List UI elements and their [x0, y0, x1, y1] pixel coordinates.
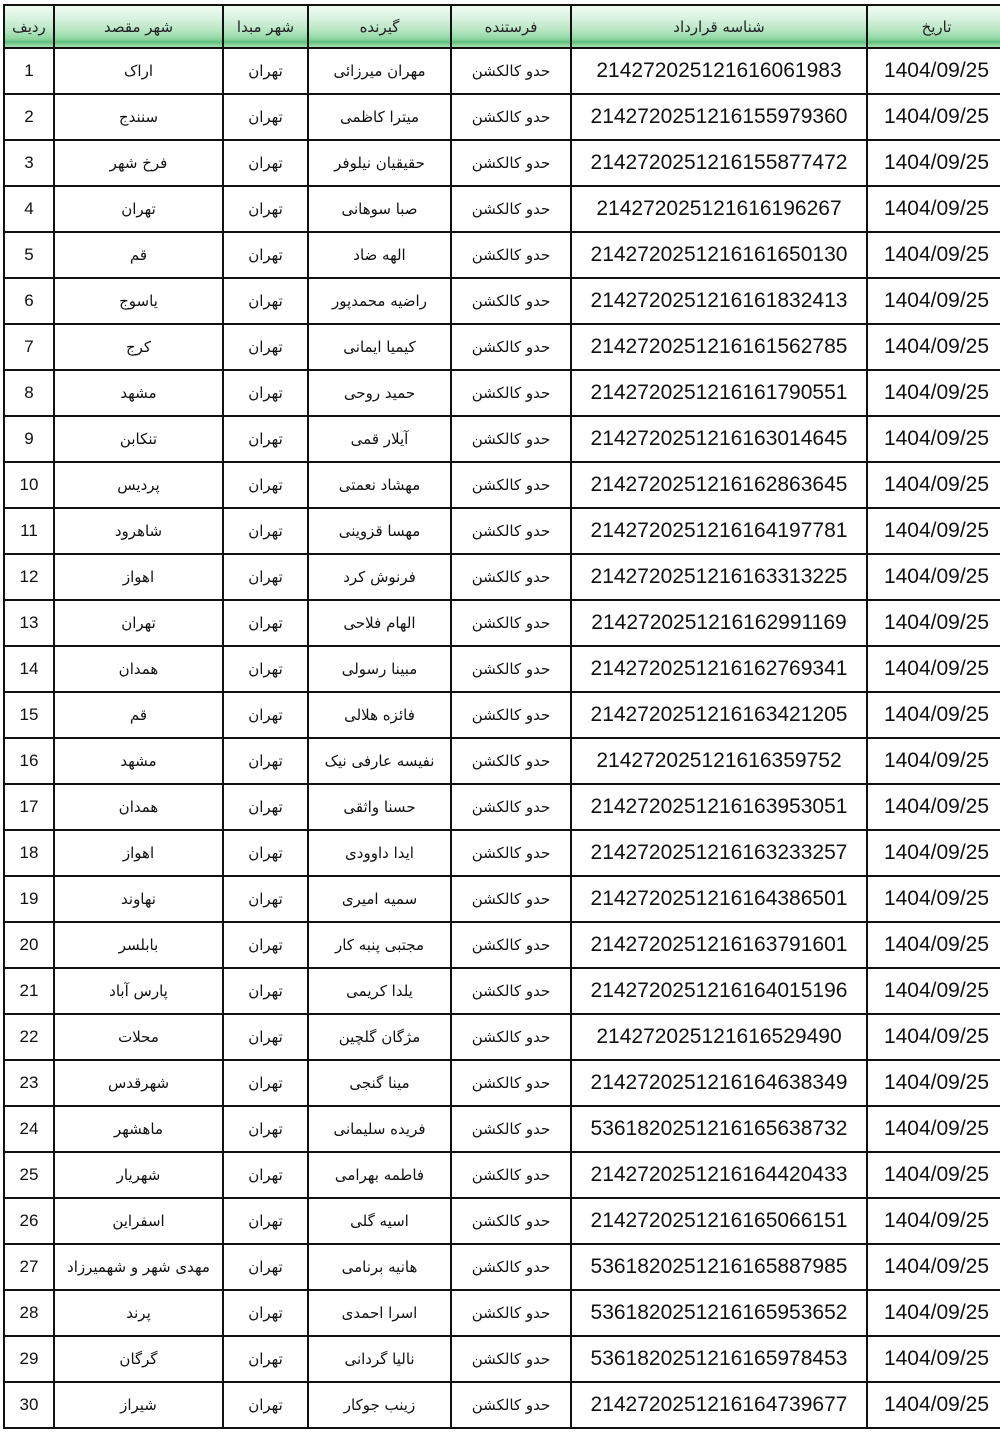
cell-destination-city[interactable]: پرند — [54, 1290, 223, 1336]
cell-recipient[interactable]: الهه ضاد — [308, 232, 451, 278]
cell-recipient[interactable]: ایدا داوودی — [308, 830, 451, 876]
cell-origin-city[interactable]: تهران — [223, 1152, 308, 1198]
cell-destination-city[interactable]: اسفراین — [54, 1198, 223, 1244]
cell-destination-city[interactable]: اهواز — [54, 554, 223, 600]
cell-recipient[interactable]: اسیه گلی — [308, 1198, 451, 1244]
cell-destination-city[interactable]: همدان — [54, 784, 223, 830]
cell-recipient[interactable]: فاطمه بهرامی — [308, 1152, 451, 1198]
cell-contract-id[interactable]: 5361820251216165953652 — [571, 1290, 867, 1336]
cell-sender[interactable]: حدو کالکشن — [451, 922, 571, 968]
cell-destination-city[interactable]: یاسوج — [54, 278, 223, 324]
cell-recipient[interactable]: اسرا احمدی — [308, 1290, 451, 1336]
cell-date[interactable]: 1404/09/25 — [867, 1382, 1000, 1428]
cell-origin-city[interactable]: تهران — [223, 48, 308, 94]
cell-recipient[interactable]: سمیه امیری — [308, 876, 451, 922]
table-row — [4, 462, 1000, 508]
cell-contract-id[interactable]: 2142720251216163233257 — [571, 830, 867, 876]
cell-origin-city[interactable]: تهران — [223, 1106, 308, 1152]
cell-sender[interactable]: حدو کالکشن — [451, 1382, 571, 1428]
cell-destination-city[interactable]: مشهد — [54, 738, 223, 784]
cell-recipient[interactable]: فرنوش کرد — [308, 554, 451, 600]
cell-recipient[interactable]: فریده سلیمانی — [308, 1106, 451, 1152]
cell-index[interactable]: 28 — [4, 1290, 54, 1336]
cell-recipient[interactable]: الهام فلاحی — [308, 600, 451, 646]
cell-origin-city[interactable]: تهران — [223, 554, 308, 600]
cell-date[interactable]: 1404/09/25 — [867, 784, 1000, 830]
cell-contract-id[interactable]: 2142720251216161790551 — [571, 370, 867, 416]
cell-contract-id[interactable]: 2142720251216165066151 — [571, 1198, 867, 1244]
cell-sender[interactable]: حدو کالکشن — [451, 1198, 571, 1244]
cell-sender[interactable]: حدو کالکشن — [451, 1244, 571, 1290]
cell-recipient[interactable]: مینا گنجی — [308, 1060, 451, 1106]
table-row — [4, 416, 1000, 462]
table-row — [4, 94, 1000, 140]
cell-recipient[interactable]: فائزه هلالی — [308, 692, 451, 738]
cell-index[interactable]: 30 — [4, 1382, 54, 1428]
table-row — [4, 1106, 1000, 1152]
table-row — [4, 600, 1000, 646]
cell-destination-city[interactable]: سنندج — [54, 94, 223, 140]
cell-destination-city[interactable]: پارس آباد — [54, 968, 223, 1014]
header-recipient[interactable]: گیرنده — [308, 5, 451, 48]
cell-origin-city[interactable]: تهران — [223, 922, 308, 968]
cell-sender[interactable]: حدو کالکشن — [451, 876, 571, 922]
cell-date[interactable]: 1404/09/25 — [867, 1152, 1000, 1198]
cell-origin-city[interactable]: تهران — [223, 324, 308, 370]
cell-origin-city[interactable]: تهران — [223, 600, 308, 646]
table-row — [4, 922, 1000, 968]
cell-origin-city[interactable]: تهران — [223, 140, 308, 186]
table-row — [4, 738, 1000, 784]
cell-date[interactable]: 1404/09/25 — [867, 140, 1000, 186]
cell-date[interactable]: 1404/09/25 — [867, 232, 1000, 278]
table-row — [4, 1244, 1000, 1290]
table-row — [4, 370, 1000, 416]
cell-sender[interactable]: حدو کالکشن — [451, 1060, 571, 1106]
cell-index[interactable]: 1 — [4, 48, 54, 94]
cell-destination-city[interactable]: شاهرود — [54, 508, 223, 554]
cell-contract-id[interactable]: 2142720251216155877472 — [571, 140, 867, 186]
cell-sender[interactable]: حدو کالکشن — [451, 186, 571, 232]
cell-contract-id[interactable]: 2142720251216164015196 — [571, 968, 867, 1014]
cell-contract-id[interactable]: 2142720251216164638349 — [571, 1060, 867, 1106]
cell-recipient[interactable]: حسنا واثقی — [308, 784, 451, 830]
table-row — [4, 1014, 1000, 1060]
cell-sender[interactable]: حدو کالکشن — [451, 140, 571, 186]
cell-sender[interactable]: حدو کالکشن — [451, 48, 571, 94]
cell-date[interactable]: 1404/09/25 — [867, 48, 1000, 94]
cell-index[interactable]: 7 — [4, 324, 54, 370]
cell-recipient[interactable]: هانیه برنامی — [308, 1244, 451, 1290]
cell-sender[interactable]: حدو کالکشن — [451, 416, 571, 462]
cell-destination-city[interactable]: محلات — [54, 1014, 223, 1060]
cell-sender[interactable]: حدو کالکشن — [451, 784, 571, 830]
cell-recipient[interactable]: نفیسه عارفی نیک — [308, 738, 451, 784]
cell-contract-id[interactable]: 5361820251216165978453 — [571, 1336, 867, 1382]
header-date[interactable]: تاریخ — [867, 5, 1000, 48]
cell-index[interactable]: 4 — [4, 186, 54, 232]
header-sender[interactable]: فرستنده — [451, 5, 571, 48]
cell-origin-city[interactable]: تهران — [223, 462, 308, 508]
table-row — [4, 646, 1000, 692]
cell-index[interactable]: 9 — [4, 416, 54, 462]
header-destination-city[interactable]: شهر مقصد — [54, 5, 223, 48]
table-row — [4, 1152, 1000, 1198]
cell-contract-id[interactable]: 214272025121616061983 — [571, 48, 867, 94]
cell-index[interactable]: 6 — [4, 278, 54, 324]
table-row — [4, 324, 1000, 370]
cell-date[interactable]: 1404/09/25 — [867, 600, 1000, 646]
cell-destination-city[interactable]: نهاوند — [54, 876, 223, 922]
table-row — [4, 278, 1000, 324]
cell-destination-city[interactable]: اراک — [54, 48, 223, 94]
cell-date[interactable]: 1404/09/25 — [867, 692, 1000, 738]
cell-date[interactable]: 1404/09/25 — [867, 462, 1000, 508]
cell-contract-id[interactable]: 214272025121616196267 — [571, 186, 867, 232]
cell-origin-city[interactable]: تهران — [223, 876, 308, 922]
cell-recipient[interactable]: مژگان گلچین — [308, 1014, 451, 1060]
cell-destination-city[interactable]: بابلسر — [54, 922, 223, 968]
cell-destination-city[interactable]: تنکابن — [54, 416, 223, 462]
cell-origin-city[interactable]: تهران — [223, 508, 308, 554]
cell-sender[interactable]: حدو کالکشن — [451, 1290, 571, 1336]
cell-origin-city[interactable]: تهران — [223, 968, 308, 1014]
cell-destination-city[interactable]: شهریار — [54, 1152, 223, 1198]
cell-contract-id[interactable]: 2142720251216161650130 — [571, 232, 867, 278]
cell-date[interactable]: 1404/09/25 — [867, 324, 1000, 370]
cell-sender[interactable]: حدو کالکشن — [451, 370, 571, 416]
cell-date[interactable]: 1404/09/25 — [867, 1106, 1000, 1152]
cell-index[interactable]: 12 — [4, 554, 54, 600]
table-row — [4, 508, 1000, 554]
cell-contract-id[interactable]: 214272025121616359752 — [571, 738, 867, 784]
cell-sender[interactable]: حدو کالکشن — [451, 1336, 571, 1382]
cell-origin-city[interactable]: تهران — [223, 1244, 308, 1290]
cell-contract-id[interactable]: 2142720251216163791601 — [571, 922, 867, 968]
cell-destination-city[interactable]: شهرقدس — [54, 1060, 223, 1106]
cell-recipient[interactable]: راضیه محمدپور — [308, 278, 451, 324]
table-row — [4, 968, 1000, 1014]
cell-date[interactable]: 1404/09/25 — [867, 1014, 1000, 1060]
table-row — [4, 140, 1000, 186]
cell-recipient[interactable]: مجتبی پنبه کار — [308, 922, 451, 968]
cell-recipient[interactable]: مهسا قزوینی — [308, 508, 451, 554]
cell-index[interactable]: 5 — [4, 232, 54, 278]
cell-index[interactable]: 18 — [4, 830, 54, 876]
cell-date[interactable]: 1404/09/25 — [867, 876, 1000, 922]
cell-destination-city[interactable]: کرج — [54, 324, 223, 370]
table-row — [4, 1290, 1000, 1336]
cell-recipient[interactable]: صبا سوهانی — [308, 186, 451, 232]
table-row — [4, 1198, 1000, 1244]
cell-recipient[interactable]: کیمیا ایمانی — [308, 324, 451, 370]
table-row — [4, 186, 1000, 232]
cell-date[interactable]: 1404/09/25 — [867, 94, 1000, 140]
cell-sender[interactable]: حدو کالکشن — [451, 508, 571, 554]
cell-recipient[interactable]: مبینا رسولی — [308, 646, 451, 692]
cell-contract-id[interactable]: 2142720251216164197781 — [571, 508, 867, 554]
cell-date[interactable]: 1404/09/25 — [867, 1198, 1000, 1244]
cell-recipient[interactable]: مهران میرزائی — [308, 48, 451, 94]
cell-contract-id[interactable]: 2142720251216164386501 — [571, 876, 867, 922]
cell-index[interactable]: 10 — [4, 462, 54, 508]
cell-index[interactable]: 27 — [4, 1244, 54, 1290]
cell-origin-city[interactable]: تهران — [223, 186, 308, 232]
cell-contract-id[interactable]: 2142720251216162991169 — [571, 600, 867, 646]
cell-index[interactable]: 15 — [4, 692, 54, 738]
cell-index[interactable]: 29 — [4, 1336, 54, 1382]
cell-sender[interactable]: حدو کالکشن — [451, 324, 571, 370]
cell-index[interactable]: 8 — [4, 370, 54, 416]
cell-contract-id[interactable]: 214272025121616529490 — [571, 1014, 867, 1060]
table-row — [4, 1336, 1000, 1382]
cell-destination-city[interactable]: همدان — [54, 646, 223, 692]
cell-sender[interactable]: حدو کالکشن — [451, 1152, 571, 1198]
cell-destination-city[interactable]: مهدی شهر و شهمیرزاد — [54, 1244, 223, 1290]
cell-origin-city[interactable]: تهران — [223, 232, 308, 278]
cell-date[interactable]: 1404/09/25 — [867, 1244, 1000, 1290]
cell-index[interactable]: 23 — [4, 1060, 54, 1106]
cell-recipient[interactable]: نالیا گردانی — [308, 1336, 451, 1382]
cell-sender[interactable]: حدو کالکشن — [451, 600, 571, 646]
cell-recipient[interactable]: آیلار قمی — [308, 416, 451, 462]
cell-destination-city[interactable]: قم — [54, 692, 223, 738]
cell-contract-id[interactable]: 2142720251216162863645 — [571, 462, 867, 508]
cell-index[interactable]: 2 — [4, 94, 54, 140]
cell-destination-city[interactable]: گرگان — [54, 1336, 223, 1382]
cell-date[interactable]: 1404/09/25 — [867, 968, 1000, 1014]
cell-contract-id[interactable]: 2142720251216155979360 — [571, 94, 867, 140]
cell-recipient[interactable]: یلدا کریمی — [308, 968, 451, 1014]
cell-sender[interactable]: حدو کالکشن — [451, 738, 571, 784]
cell-date[interactable]: 1404/09/25 — [867, 554, 1000, 600]
cell-sender[interactable]: حدو کالکشن — [451, 692, 571, 738]
cell-contract-id[interactable]: 2142720251216163313225 — [571, 554, 867, 600]
cell-index[interactable]: 19 — [4, 876, 54, 922]
cell-date[interactable]: 1404/09/25 — [867, 370, 1000, 416]
cell-destination-city[interactable]: فرخ شهر — [54, 140, 223, 186]
cell-sender[interactable]: حدو کالکشن — [451, 232, 571, 278]
cell-destination-city[interactable]: قم — [54, 232, 223, 278]
cell-contract-id[interactable]: 2142720251216164739677 — [571, 1382, 867, 1428]
cell-origin-city[interactable]: تهران — [223, 94, 308, 140]
cell-sender[interactable]: حدو کالکشن — [451, 554, 571, 600]
cell-recipient[interactable]: زینب جوکار — [308, 1382, 451, 1428]
cell-contract-id[interactable]: 2142720251216163421205 — [571, 692, 867, 738]
table-row — [4, 554, 1000, 600]
cell-destination-city[interactable]: ماهشهر — [54, 1106, 223, 1152]
cell-contract-id[interactable]: 5361820251216165887985 — [571, 1244, 867, 1290]
cell-contract-id[interactable]: 2142720251216161562785 — [571, 324, 867, 370]
cell-destination-city[interactable]: تهران — [54, 186, 223, 232]
cell-index[interactable]: 16 — [4, 738, 54, 784]
cell-date[interactable]: 1404/09/25 — [867, 738, 1000, 784]
cell-contract-id[interactable]: 2142720251216162769341 — [571, 646, 867, 692]
cell-sender[interactable]: حدو کالکشن — [451, 646, 571, 692]
table-body — [4, 48, 1000, 1428]
cell-sender[interactable]: حدو کالکشن — [451, 1014, 571, 1060]
cell-contract-id[interactable]: 2142720251216161832413 — [571, 278, 867, 324]
cell-sender[interactable]: حدو کالکشن — [451, 968, 571, 1014]
cell-origin-city[interactable]: تهران — [223, 1014, 308, 1060]
cell-origin-city[interactable]: تهران — [223, 646, 308, 692]
cell-date[interactable]: 1404/09/25 — [867, 646, 1000, 692]
header-contract-id[interactable]: شناسه قرارداد — [571, 5, 867, 48]
cell-recipient[interactable]: مهشاد نعمتی — [308, 462, 451, 508]
cell-contract-id[interactable]: 5361820251216165638732 — [571, 1106, 867, 1152]
header-origin-city[interactable]: شهر مبدا — [223, 5, 308, 48]
table-row — [4, 48, 1000, 94]
cell-sender[interactable]: حدو کالکشن — [451, 462, 571, 508]
cell-date[interactable]: 1404/09/25 — [867, 186, 1000, 232]
cell-index[interactable]: 17 — [4, 784, 54, 830]
cell-date[interactable]: 1404/09/25 — [867, 1336, 1000, 1382]
cell-destination-city[interactable]: تهران — [54, 600, 223, 646]
cell-index[interactable]: 11 — [4, 508, 54, 554]
table-row — [4, 784, 1000, 830]
cell-origin-city[interactable]: تهران — [223, 1336, 308, 1382]
cell-origin-city[interactable]: تهران — [223, 1290, 308, 1336]
cell-index[interactable]: 13 — [4, 600, 54, 646]
header-index[interactable]: ردیف — [4, 5, 54, 48]
cell-date[interactable]: 1404/09/25 — [867, 278, 1000, 324]
table-row — [4, 830, 1000, 876]
cell-index[interactable]: 22 — [4, 1014, 54, 1060]
table-row — [4, 876, 1000, 922]
cell-destination-city[interactable]: شیراز — [54, 1382, 223, 1428]
table-row — [4, 1382, 1000, 1428]
cell-date[interactable]: 1404/09/25 — [867, 1290, 1000, 1336]
cell-index[interactable]: 3 — [4, 140, 54, 186]
table-row — [4, 1060, 1000, 1106]
cell-contract-id[interactable]: 2142720251216163014645 — [571, 416, 867, 462]
cell-date[interactable]: 1404/09/25 — [867, 416, 1000, 462]
cell-index[interactable]: 24 — [4, 1106, 54, 1152]
cell-origin-city[interactable]: تهران — [223, 1198, 308, 1244]
shipment-sheet — [3, 4, 1000, 1429]
cell-origin-city[interactable]: تهران — [223, 278, 308, 324]
cell-origin-city[interactable]: تهران — [223, 370, 308, 416]
cell-index[interactable]: 26 — [4, 1198, 54, 1244]
cell-recipient[interactable]: حمید روحی — [308, 370, 451, 416]
cell-recipient[interactable]: میترا کاظمی — [308, 94, 451, 140]
cell-index[interactable]: 25 — [4, 1152, 54, 1198]
cell-sender[interactable]: حدو کالکشن — [451, 1106, 571, 1152]
cell-contract-id[interactable]: 2142720251216164420433 — [571, 1152, 867, 1198]
cell-origin-city[interactable]: تهران — [223, 738, 308, 784]
cell-destination-city[interactable]: اهواز — [54, 830, 223, 876]
cell-origin-city[interactable]: تهران — [223, 1382, 308, 1428]
shipments-table — [3, 4, 1000, 1429]
cell-date[interactable]: 1404/09/25 — [867, 922, 1000, 968]
header-row — [4, 5, 1000, 48]
cell-destination-city[interactable]: پردیس — [54, 462, 223, 508]
cell-sender[interactable]: حدو کالکشن — [451, 94, 571, 140]
cell-origin-city[interactable]: تهران — [223, 830, 308, 876]
table-row — [4, 232, 1000, 278]
cell-index[interactable]: 14 — [4, 646, 54, 692]
cell-index[interactable]: 20 — [4, 922, 54, 968]
cell-contract-id[interactable]: 2142720251216163953051 — [571, 784, 867, 830]
cell-date[interactable]: 1404/09/25 — [867, 830, 1000, 876]
cell-origin-city[interactable]: تهران — [223, 1060, 308, 1106]
cell-date[interactable]: 1404/09/25 — [867, 1060, 1000, 1106]
cell-origin-city[interactable]: تهران — [223, 784, 308, 830]
cell-origin-city[interactable]: تهران — [223, 416, 308, 462]
cell-sender[interactable]: حدو کالکشن — [451, 278, 571, 324]
cell-origin-city[interactable]: تهران — [223, 692, 308, 738]
cell-sender[interactable]: حدو کالکشن — [451, 830, 571, 876]
cell-date[interactable]: 1404/09/25 — [867, 508, 1000, 554]
table-row — [4, 692, 1000, 738]
cell-recipient[interactable]: حقیقیان نیلوفر — [308, 140, 451, 186]
cell-index[interactable]: 21 — [4, 968, 54, 1014]
cell-destination-city[interactable]: مشهد — [54, 370, 223, 416]
